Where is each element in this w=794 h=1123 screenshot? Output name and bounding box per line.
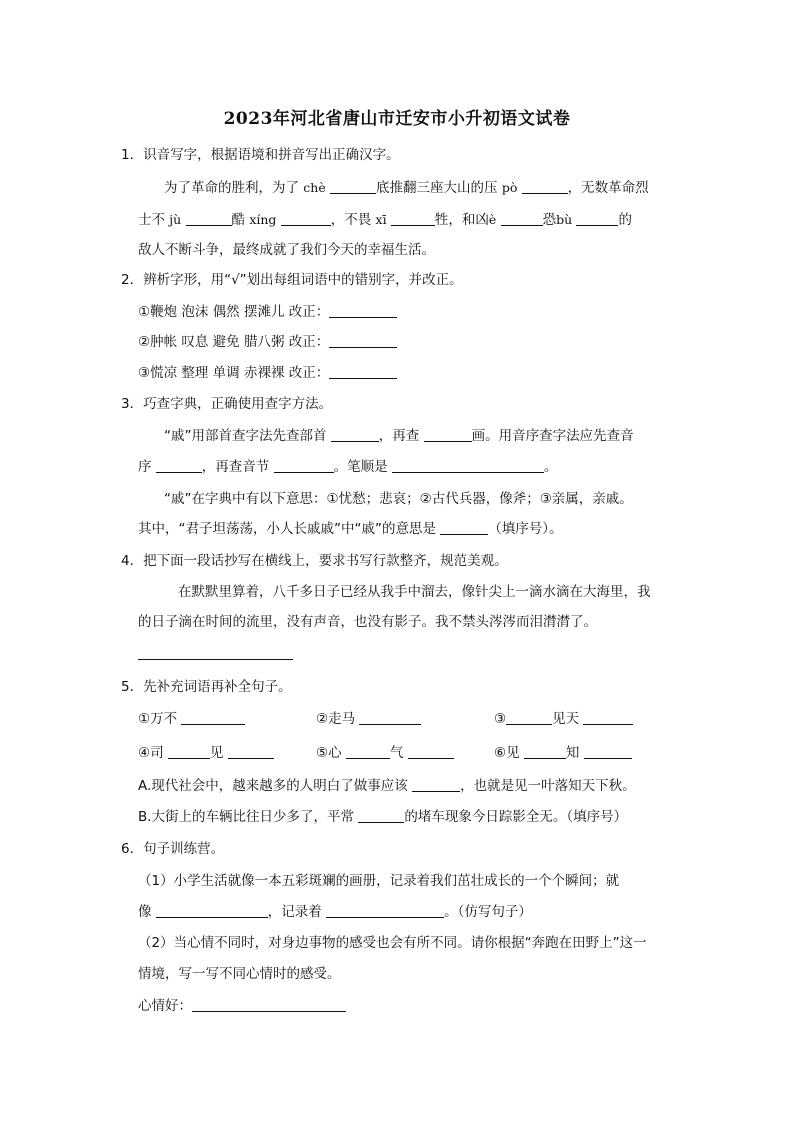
answer-blank[interactable] [584,744,632,759]
q2-item-1: ①鞭炮 泡沫 偶然 摆滩儿 改正： [138,302,397,322]
q6-sub-2-line-2: 情境，写一写不同心情时的感受。 [138,966,341,982]
q5-item-5: ⑤心 气 [316,743,454,763]
answer-blank[interactable] [156,903,268,918]
q4-passage-line-2: 的日子滴在时间的流里，没有声音，也没有影子。我不禁头涔涔而泪潸潸了。 [138,614,597,630]
q5-sentence-a: A.现代社会中，越来越多的人明白了做事应该 ，也就是见一叶落知天下秋。 [138,778,636,794]
pinyin-ju: jù [169,212,182,227]
answer-blank[interactable] [501,211,543,226]
q3-para-3: “戚”在字典中有以下意思：①忧愁；悲哀；②古代兵器，像斧；③亲属，亲戚。 [164,491,633,507]
answer-blank[interactable] [522,179,568,194]
answer-blank[interactable] [274,458,334,473]
q4-passage-line-1: 在默默里算着，八千多日子已经从我手中溜去，像针尖上一滴水滴在大海里，我 [178,584,651,600]
q5-item-4: ④司 见 [138,743,274,763]
q3-para-2: 序 ，再查音节 。笔顺是 。 [138,459,558,475]
q5-stem: 5．先补充词语再补全句子。 [121,679,292,695]
q3-stem: 3．巧查字典，正确使用查字方法。 [121,396,333,412]
pinyin-xi: xī [375,212,387,227]
answer-blank[interactable] [412,777,460,792]
q5-item-6: ⑥见 知 [494,743,632,763]
answer-blank[interactable] [181,710,245,725]
copy-writing-line[interactable] [138,659,293,660]
answer-blank[interactable] [359,710,421,725]
answer-blank[interactable] [506,710,552,725]
q1-line-3: 敌人不断斗争，最终成就了我们今天的幸福生活。 [138,242,435,258]
q3-para-1: “戚”用部首查字法先查部首 ，再查 画。用音序查字法应先查音 [164,428,634,444]
pinyin-bu: bù [556,212,573,227]
q2-stem: 2．辨析字形，用“√”划出每组词语中的错别字，并改正。 [121,272,463,288]
q6-stem: 6．句子训练营。 [121,841,225,857]
q3-para-4: 其中，“君子坦荡荡，小人长戚戚”中“戚”的意思是 （填序号）。 [138,521,563,537]
answer-blank[interactable] [408,744,454,759]
answer-blank[interactable] [358,808,404,823]
answer-blank[interactable] [391,211,435,226]
q2-item-2: ②肿帐 叹息 避免 腊八粥 改正： [138,332,397,352]
answer-blank[interactable] [281,211,331,226]
q1-line-1: 为了革命的胜利，为了 chè 底推翻三座大山的压 pò ，无数革命烈 [164,180,649,196]
q1-line-2: 士不 jù 酷 xíng ，不畏 xī 牲，和凶è 恐bù 的 [138,212,632,228]
answer-blank[interactable] [583,710,633,725]
answer-blank[interactable] [329,303,397,318]
answer-blank[interactable] [329,364,397,379]
pinyin-e: è [488,212,497,227]
answer-blank[interactable] [228,744,274,759]
answer-blank[interactable] [326,903,444,918]
answer-blank[interactable] [331,427,379,442]
answer-blank[interactable] [576,211,618,226]
answer-blank[interactable] [186,211,232,226]
q6-sub-1-line-2: 像 ，记录着 。（仿写句子） [138,904,532,920]
q5-item-1: ①万不 [138,709,245,729]
answer-blank[interactable] [424,427,472,442]
answer-blank[interactable] [346,744,390,759]
q1-stem: 1．识音写字，根据语境和拼音写出正确汉字。 [121,147,400,163]
answer-blank[interactable] [329,333,397,348]
pinyin-xing: xíng [249,212,277,227]
q5-item-2: ②走马 [316,709,421,729]
q6-mood-good: 心情好： [138,996,346,1016]
pinyin-che: chè [303,180,326,195]
answer-blank[interactable] [440,520,488,535]
answer-blank[interactable] [524,744,566,759]
q2-item-3: ③慌凉 整理 单调 赤裸裸 改正： [138,363,397,383]
answer-blank[interactable] [392,458,544,473]
q5-sentence-b: B.大街上的车辆比往日少多了，平常 的堵车现象今日踪影全无。（填序号） [138,809,628,825]
answer-blank[interactable] [168,744,210,759]
answer-blank[interactable] [156,458,202,473]
q4-stem: 4．把下面一段话抄写在横线上，要求书写行款整齐，规范美观。 [121,553,508,569]
q6-sub-1-line-1: （1）小学生活就像一本五彩斑斓的画册，记录着我们茁壮成长的一个个瞬间；就 [138,873,620,889]
pinyin-po: pò [501,180,518,195]
answer-blank[interactable] [330,179,376,194]
exam-title: 2023年河北省唐山市迁安市小升初语文试卷 [223,109,571,129]
q6-sub-2-line-1: （2）当心情不同时，对身边事物的感受也会有所不同。请你根据“奔跑在田野上”这一 [138,935,647,951]
answer-blank[interactable] [192,997,346,1012]
q5-item-3: ③ 见天 [494,709,633,729]
